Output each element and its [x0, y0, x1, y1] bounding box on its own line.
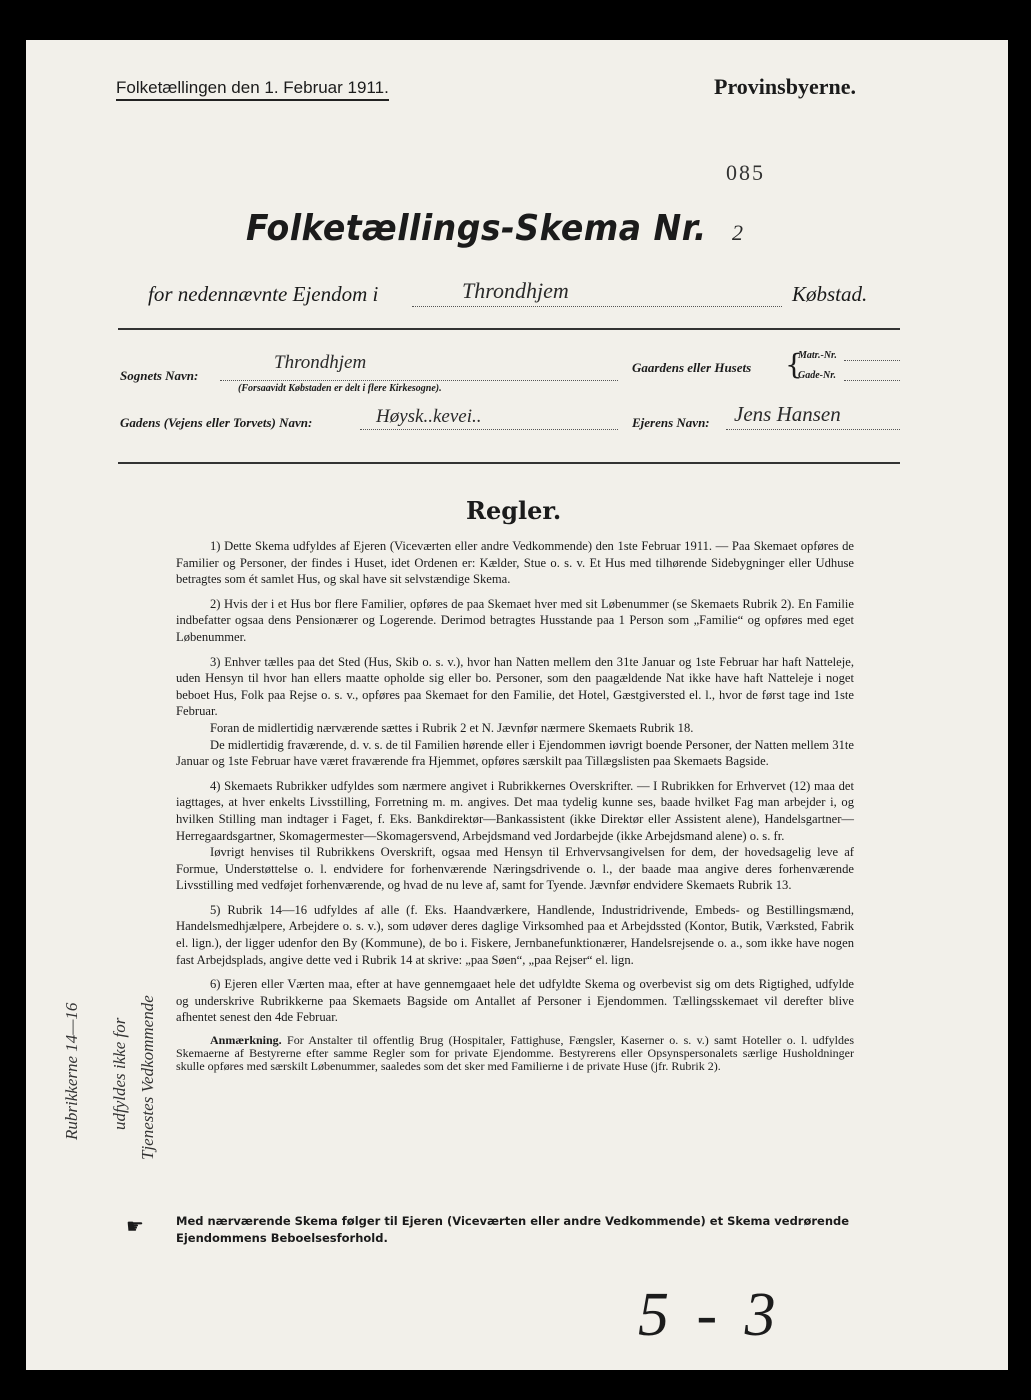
rule-paragraph: Foran de midlertidig nærværende sættes i Rubrik 2 et N. Jævnfør nærmere Skemaets Rubrik 18. — [210, 720, 694, 735]
rules-title: Regler. — [466, 496, 562, 525]
side-note-line2: udfyldes ikke for — [110, 1017, 129, 1130]
region-header: Provinsbyerne. — [714, 74, 856, 99]
rule-paragraph: Iøvrigt henvises til Rubrikkens Overskrift, ogsaa med Hensyn til Erhvervsangivelsen for dem, der hovedsagelig leve af Formue, Understøttelse o. l. endvidere for forhenværende Næringsdrivende o. l., der baade maa angive deres forhenværende Livsstilling med vedføjet forhenværende, og hvad de nu leve af, samt for Tyende. Jævnfør endvidere Skemaets Rubrik 13. — [176, 845, 854, 893]
pointing-hand-icon: ☛ — [126, 1214, 144, 1238]
street-number-line — [844, 380, 900, 381]
location-value: Throndhjem — [462, 278, 569, 303]
parish-label: Sognets Navn: — [120, 368, 199, 383]
location-prefix: for nedennævnte Ejendom i — [148, 282, 379, 306]
bottom-handwritten-number: 5 - 3 — [638, 1281, 782, 1349]
side-note-line1: Rubrikkerne 14—16 — [62, 1002, 81, 1140]
rule-paragraph: 3) Enhver tælles paa det Sted (Hus, Skib o. s. v.), hvor han Natten mellem den 31te Januar og 1ste Februar har haft Natteleje, uden Hensyn til hvor han ellers maatte opholde sig eller bo. Personer, som den paagældende Nat ikke have haft Natteleje i noget beboet Hus, Folk paa Rejse o. s. v., opføres paa Skemaet for den Familie, det Hotel, Gæstgiversted el. l., hvor de først tage ind 1ste Februar. — [176, 654, 854, 719]
matr-line — [844, 360, 900, 361]
note-text: For Anstalter til offentlig Brug (Hospitaler, Fattighuse, Fængsler, Kaserner o. s. v.) samt Hoteller o. l. udfyldes Skemaerne af Bestyrerne efter samme Regler som for private Ejendomme. Bestyrerens eller Opsynspersonalets særlige Husholdninger skulle opføres med særskilt Løbenummer, saaledes som det sker med Familierne i de private Huse (jfr. Rubrik 2). — [176, 1033, 855, 1074]
rule-paragraph: 1) Dette Skema udfyldes af Ejeren (Viceværten eller andre Vedkommende) den 1ste Februar 1911. — Paa Skemaet opføres de Familier og Personer, der findes i Huset, idet Ordenen er: Kælder, Stue o. s. v. Et Hus med tilhørende Sidebygninger eller Udhuse betragtes som ét samlet Hus, og skal have sit selvstændige Skema. — [176, 539, 854, 587]
street-line — [360, 429, 618, 430]
divider — [118, 462, 900, 464]
rule-paragraph: 4) Skemaets Rubrikker udfyldes som nærmere angivet i Rubrikkernes Overskrifter. — I Rubrikken for Erhvervet (12) maa det iagttages, at hver enkelts Livsstilling, Forretning m. m. angives. Det maa tydelig kunne ses, baade hvilket Fag man arbejder i, og hvilken Stilling man indtager i Faget, f. Eks. Bankdirektør—Bankassistent (ikke Direktør eller Assistent alene), Handelsgartner—Herregaardsgartner, Skomagermester—Skomagersvend, Arbejdsmand ved Jordarbejde (ikke Arbejdsmand alene) o. s. fr. — [176, 778, 854, 843]
parish-line — [220, 380, 618, 381]
street-number-label: Gade-Nr. — [798, 370, 837, 381]
rule-paragraph: De midlertidig fraværende, d. v. s. de til Familien hørende eller i Ejendommen iøvrigt boende Personer, der Natten mellem 31te Januar og 1ste Februar have været fraværende fra Hjemmet, opføres særskilt paa Tillægslisten paa Skemaets Bagside. — [176, 737, 854, 769]
note-label: Anmærkning. — [210, 1033, 282, 1048]
brace: { — [785, 348, 803, 381]
form-number: 2 — [732, 220, 743, 245]
location-suffix: Købstad. — [792, 282, 868, 306]
street-value: Høysk..kevei.. — [376, 406, 482, 427]
form-title: Folketællings-Skema Nr. — [246, 208, 707, 249]
footer-notice: Med nærværende Skema følger til Ejeren (Viceværten eller andre Vedkommende) et Skema vedrørende Ejendommens Beboelsesforhold. — [176, 1214, 850, 1245]
rule-paragraph: 5) Rubrik 14—16 udfyldes af alle (f. Eks. Haandværkere, Handlende, Industridrivende, Embeds- og Bestillingsmænd, Handelsmedhjælpere, Arbejdere o. s. v.), som udøver deres daglige Virksomhed paa et Arbejdssted (Kontor, Butik, Værksted, Fabrik el. lign.), der ligger udenfor den By (Kommune), de bo i. Fiskere, Jernbanefunktionærer, Handelsrejsende o. a., som ikke have nogen fast Arbejdsplads, angive dette ved i Rubrik 14 at skrive: „paa Søen“, „paa Rejser“ el. lign. — [176, 902, 854, 967]
street-label: Gadens (Vejens eller Torvets) Navn: — [120, 415, 313, 430]
rule-paragraph: 6) Ejeren eller Værten maa, efter at have gennemgaaet hele det udfyldte Skema og overbevist sig om dets Rigtighed, udfylde og underskrive Rubrikkerne paa Skemaets Bagside om Antallet af Personer i Ejendommen. Tællingsskemaet vil derefter blive afhentet senest den 4de Februar. — [176, 977, 854, 1025]
property-label: Gaardens eller Husets — [632, 360, 752, 375]
rules-body — [176, 538, 854, 1081]
parish-note: (Forsaavidt Købstaden er delt i flere Kirkesogne). — [238, 383, 442, 394]
matr-label: Matr.-Nr. — [798, 350, 837, 361]
owner-label: Ejerens Navn: — [632, 415, 710, 430]
owner-value: Jens Hansen — [734, 402, 841, 426]
divider — [118, 328, 900, 330]
note-paragraph — [176, 1034, 854, 1073]
rule-paragraph: 2) Hvis der i et Hus bor flere Familier, opføres de paa Skemaet hver med sit Løbenummer (se Skemaets Rubrik 2). En Familie indbefatter ogsaa dens Pensionærer og Logerende. Derimod betragtes Husstande paa 1 Person som „Familie“ og opføres med eget Løbenummer. — [176, 596, 854, 644]
location-line — [412, 306, 782, 307]
census-form-page — [26, 40, 1008, 1370]
owner-line — [726, 429, 900, 430]
parish-value: Throndhjem — [274, 352, 367, 373]
side-note-line3: Tjenestes Vedkommende — [138, 995, 157, 1160]
serial-number: 085 — [726, 160, 765, 185]
census-date-header: Folketællingen den 1. Februar 1911. — [116, 78, 389, 101]
